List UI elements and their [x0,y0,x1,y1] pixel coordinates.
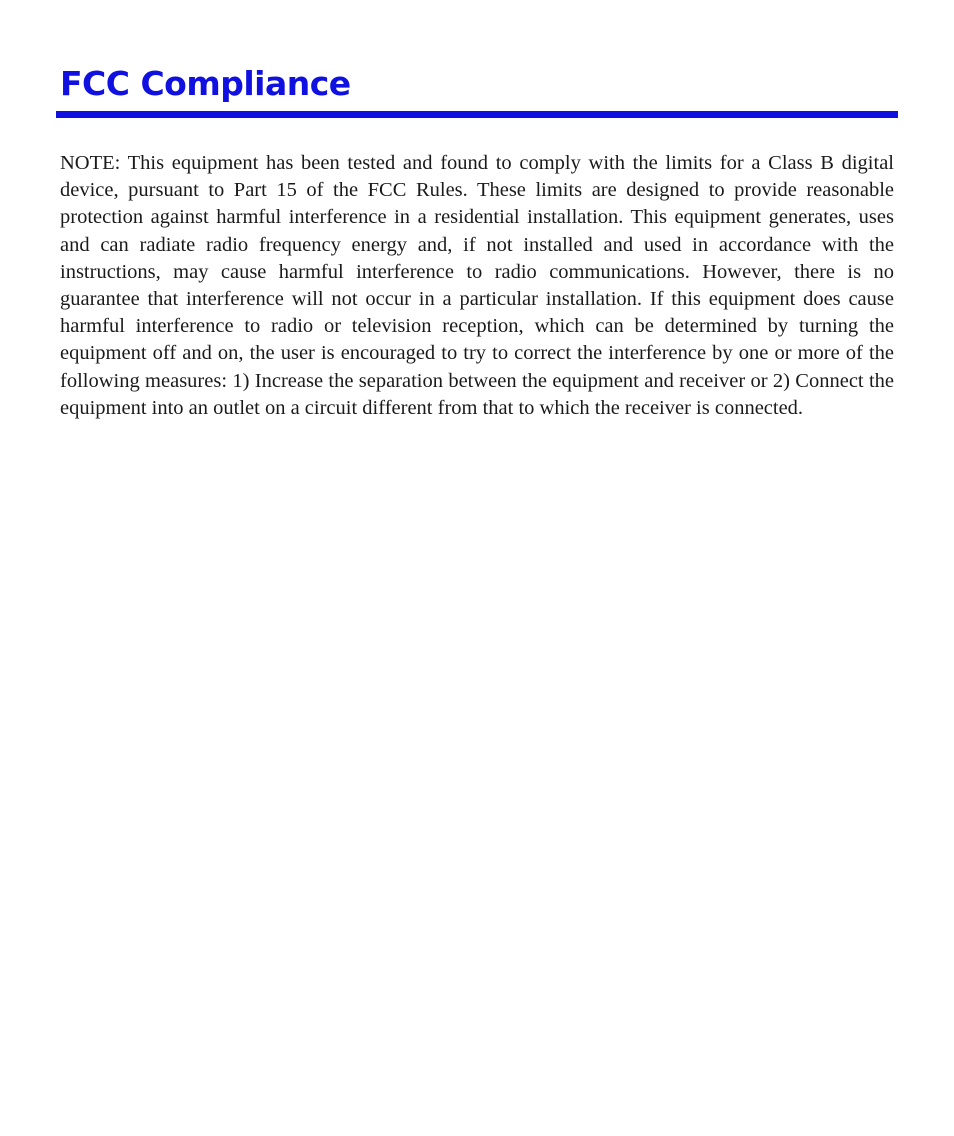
title-underline-divider [56,111,898,118]
fcc-notice-paragraph: NOTE: This equipment has been tested and found to comply with the limits for a Class B digital device, pursuant to Part 15 of the FCC Rules. These limits are designed to provide reasonable protection against harmful interference in a residential installation. This equipment generates, uses and can radiate radio frequency energy and, if not installed and used in accordance with the instructions, may cause harmful interference to radio communications. However, there is no guarantee that interference will not occur in a particular installation. If this equipment does cause harmful interference to radio or television reception, which can be determined by turning the equipment off and on, the user is encouraged to try to correct the interference by one or more of the following measures: 1) Increase the separation between the equipment and receiver or 2) Connect the equipment into an outlet on a circuit different from that to which the receiver is connected. [60,152,894,419]
page-title: FCC Compliance [60,64,351,103]
